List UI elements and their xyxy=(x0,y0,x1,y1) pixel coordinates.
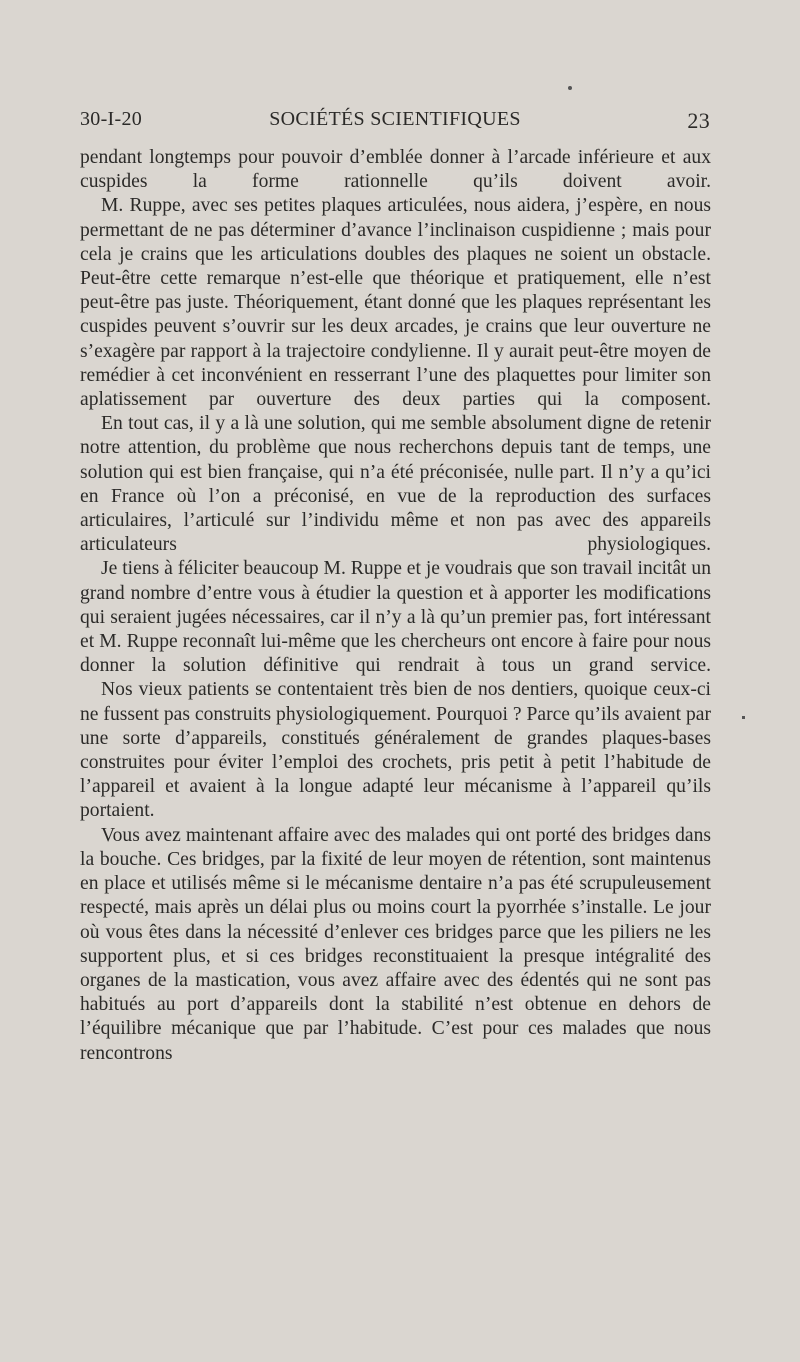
paragraph-3: En tout cas, il y a là une solution, qui me semble absolument digne de retenir notre attention, du problème que nous recherchons depuis tant de temps, une solution qui est bien française, qui n’a été préconisée, nulle part. Il n’y a qu’ici en France où l’on a préconisé, en vue de la reproduction des surfaces articulaires, l’articulé sur l’individu même et non pas avec des appareils articulateurs physiologiques. xyxy=(80,413,711,556)
page-number: 23 xyxy=(687,108,710,133)
paragraph-2: M. Ruppe, avec ses petites plaques articulées, nous aidera, j’espère, en nous permettant de ne pas déterminer d’avance l’inclinaison cuspidienne ; mais pour cela je crains que les articulations doubles des plaques ne soient un obstacle. Peut-être cette remarque n’est-elle que théorique et pratiquement, elle n’est peut-être pas juste. Théoriquement, étant donné que les plaques représentant les cuspides peuvent s’ouvrir sur les deux arcades, je crains que leur ouverture ne s’exagère par rapport à la trajectoire condylienne. Il y aurait peut-être moyen de remédier à cet inconvénient en resserrant l’une des plaquettes pour limiter son aplatissement par ouverture des deux parties qui la composent. xyxy=(80,195,711,411)
paragraph-6: Vous avez maintenant affaire avec des malades qui ont porté des bridges dans la bouche. Ces bridges, par la fixité de leur moyen de rétention, sont maintenus en place et utilisés même si le mécanisme dentaire n’a pas été scrupuleusement respecté, mais après un délai plus ou moins court la pyorrhée s’installe. Le jour où vous êtes dans la nécessité d’enlever ces bridges parce que les piliers ne les supportent plus, et si ces bridges reconstituaient la presque intégralité des organes de la mastication, vous avez affaire avec des édentés qui ne sont pas habitués au port d’appareils dont la stabilité n’est obtenue en dehors de l’équilibre mécanique que par l’habitude. C’est pour ces malades que nous rencontrons xyxy=(80,824,711,1064)
header-title: SOCIÉTÉS SCIENTIFIQUES xyxy=(269,108,521,130)
paragraph-5: Nos vieux patients se contentaient très bien de nos dentiers, quoique ceux-ci ne fussent pas construits physiologiquement. Pourquoi ? Parce qu’ils avaient par une sorte d’appareils, constitués généralement de grandes plaques-bases construites pour éviter l’emploi des crochets, pris petit à petit l’habitude de l’appareil et avaient à la longue adapté leur mécanisme à l’appareil qu’ils portaient. xyxy=(80,679,711,822)
running-header xyxy=(80,108,710,134)
paragraph-4: Je tiens à féliciter beaucoup M. Ruppe et je voudrais que son travail incitât un grand nombre d’entre vous à étudier la question et à apporter les modifications qui seraient jugées nécessaires, car il n’y a là qu’un premier pas, fort intéressant et M. Ruppe reconnaît lui-même que les chercheurs ont encore à faire pour nous donner la solution définitive qui rendrait à tous un grand service. xyxy=(80,558,711,677)
header-date: 30-I-20 xyxy=(80,108,143,130)
ink-speck xyxy=(568,86,572,90)
ink-mark xyxy=(742,716,745,719)
body-text xyxy=(80,146,711,1066)
paragraph-1: pendant longtemps pour pouvoir d’emblée donner à l’arcade inférieure et aux cuspides la forme rationnelle qu’ils doivent avoir. xyxy=(80,147,711,193)
